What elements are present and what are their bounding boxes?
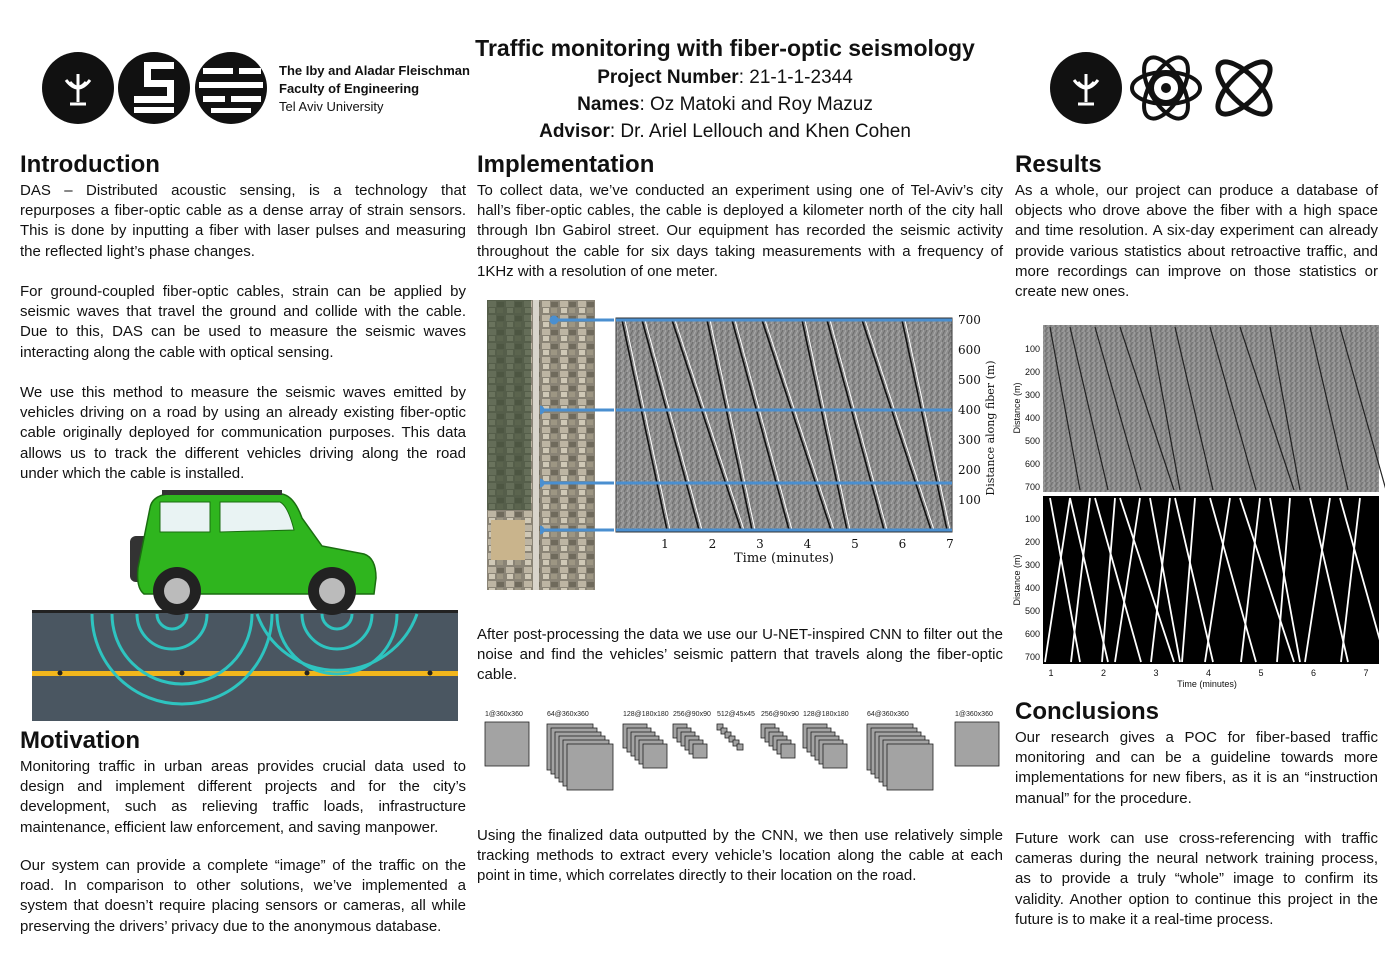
results-xtick: 6 — [1310, 668, 1317, 678]
results-ylabel-bottom: Distance (m) — [1012, 554, 1022, 606]
results-xlabel: Time (minutes) — [1177, 679, 1237, 689]
das-ylabel: Distance along fiber (m) — [984, 360, 997, 496]
cnn-feature-map — [737, 744, 743, 750]
implementation-p1: To collect data, we’ve conducted an experiment using one of Tel-Aviv’s city hall’s fiber-optic cables, the cable is deployed a kilometer north of the city hall through Ibn Gabirol street. Our equipment has recorded the seismic activity throughout the cable for six days taking measurements with a frequency of 1KHz with a resolution of one meter. — [477, 182, 1003, 280]
project-number — [440, 64, 1010, 91]
results-xtick: 1 — [1048, 668, 1054, 678]
tau-logo-right — [1050, 52, 1122, 124]
introduction-heading: Introduction — [20, 151, 160, 178]
das-xtick: 4 — [803, 537, 812, 551]
results-ytick-bottom: 400 — [1024, 583, 1040, 593]
conclusions-p1: Our research gives a POC for fiber-based traffic monitoring and can be a guideline towards more implementations for new fibers, as it is an “instruction manual” for the procedure. — [1015, 729, 1378, 807]
names-value: : Oz Matoki and Roy Mazuz — [639, 94, 873, 115]
results-xtick: 7 — [1363, 668, 1369, 678]
cnn-layer-label: 64@360x360 — [867, 711, 909, 718]
results-ytick-top: 100 — [1024, 344, 1040, 354]
results-xtick: 2 — [1100, 668, 1107, 678]
das-xlabel: Time (minutes) — [734, 551, 834, 566]
implementation-p3: Using the finalized data outputted by the CNN, we then use relatively simple tracking methods to extract every vehicle’s location along the cable at each point in time, which correlates directly to their location on the road. — [477, 827, 1003, 885]
cnn-feature-map — [693, 744, 707, 758]
das-ytick: 700 — [958, 313, 981, 327]
menorah-icon — [42, 52, 114, 124]
cnn-feature-map — [781, 744, 795, 758]
cnn-feature-map — [823, 744, 847, 768]
faculty-line3: Tel Aviv University — [279, 99, 384, 114]
project-value: : 21-1-1-2344 — [738, 67, 853, 88]
names-label: Names — [577, 94, 640, 115]
results-heading: Results — [1015, 151, 1102, 178]
advisor-label: Advisor — [539, 121, 610, 142]
motivation-p1: Monitoring traffic in urban areas provides crucial data used to design and implement different projects and for the city’s development, such as relieving traffic loads, infrastructure maintenance, efficient law enforcement, and saving manpower. — [20, 758, 466, 836]
cnn-feature-map — [887, 744, 933, 790]
implementation-p2: After post-processing the data we use our U-NET-inspired CNN to filter out the noise and find the vehicles’ seismic pattern that travels along the fiber-optic cable. — [477, 626, 1003, 684]
cnn-layer-label: 256@90x90 — [761, 711, 799, 718]
results-ytick-top: 200 — [1024, 367, 1040, 377]
engineering-logo — [118, 52, 190, 124]
das-ytick: 500 — [958, 373, 981, 387]
results-ytick-bottom: 600 — [1024, 629, 1040, 639]
engineering-logo-2 — [195, 52, 267, 124]
das-xtick: 2 — [708, 537, 717, 551]
advisor-value: : Dr. Ariel Lellouch and Khen Cohen — [609, 121, 911, 142]
poster-title: Traffic monitoring with fiber-optic seismology — [475, 35, 975, 61]
cnn-feature-map — [485, 722, 529, 766]
cnn-diagram — [477, 704, 1003, 814]
results-ylabel-top: Distance (m) — [1012, 382, 1022, 434]
cnn-feature-map — [955, 722, 999, 766]
cnn-layer-label: 64@360x360 — [547, 711, 589, 718]
das-xtick: 3 — [756, 537, 764, 551]
tau-logo-left — [42, 52, 114, 124]
faculty-line2: Faculty of Engineering — [279, 81, 420, 96]
menorah-icon — [1050, 52, 1122, 124]
das-xtick: 6 — [898, 537, 907, 551]
cnn-feature-map — [567, 744, 613, 790]
das-ytick: 100 — [958, 493, 981, 507]
results-ytick-bottom: 200 — [1024, 537, 1040, 547]
conclusions-heading: Conclusions — [1015, 698, 1160, 725]
car — [130, 490, 376, 615]
faculty-glyph-icon — [118, 52, 190, 124]
results-ytick-bottom: 700 — [1024, 652, 1040, 662]
motivation-p2: Our system can provide a complete “image” of the traffic on the road. In comparison to other solutions, we’ve implemented a system that doesn’t require placing sensors or cameras, all while preserving the drivers’ privacy due to the anonymous database. — [20, 857, 466, 935]
das-ytick: 400 — [958, 403, 981, 417]
das-plot — [612, 300, 1007, 575]
road-line — [32, 671, 458, 676]
cnn-feature-map — [643, 744, 667, 768]
results-ytick-top: 500 — [1024, 436, 1040, 446]
cnn-layer-label: 1@360x360 — [485, 711, 523, 718]
introduction-p1: DAS – Distributed acoustic sensing, is a technology that repurposes a fiber-optic cable as a dense array of strain sensors. This is done by inputting a fiber with laser pulses and measuring the reflected light’s phase changes. — [20, 182, 466, 260]
car-road-illustration — [32, 488, 458, 721]
das-ytick: 200 — [958, 463, 981, 477]
results-ytick-top: 700 — [1024, 482, 1040, 492]
results-ytick-top: 300 — [1024, 390, 1040, 400]
cnn-layer-label: 128@180x180 — [623, 711, 669, 718]
results-ytick-top: 400 — [1024, 413, 1040, 423]
das-xtick: 5 — [851, 537, 859, 551]
map-arrows — [540, 310, 620, 540]
project-label: Project Number — [597, 67, 739, 88]
results-ytick-bottom: 100 — [1024, 514, 1040, 524]
introduction-p2: For ground-coupled fiber-optic cables, strain can be applied by seismic waves that travel the ground and collide with the cable. Due to this, DAS can be used to measure the seismic waves interacting along the cable with optical sensing. — [20, 283, 466, 361]
das-xtick: 1 — [661, 537, 669, 551]
conclusions-p2: Future work can use cross-referencing with traffic cameras during the neural network training process, as to provide a truly “whole” image to confirm its validity. Another option to continue this project in the future is to make it a real-time process. — [1015, 830, 1378, 928]
gear-ring-logo-icon — [1128, 50, 1204, 126]
das-ytick: 300 — [958, 433, 981, 447]
implementation-heading: Implementation — [477, 151, 655, 178]
das-xtick: 7 — [946, 537, 954, 551]
cnn-layer-label: 1@360x360 — [955, 711, 993, 718]
cnn-layer-label: 512@45x45 — [717, 711, 755, 718]
results-p1: As a whole, our project can produce a database of objects who drove above the fiber with a high space and time resolution. A six-day experiment can already provide various statistics about retroactive traffic, and more recordings can improve on those statistics or create new ones. — [1015, 182, 1378, 301]
stripes-icon — [195, 52, 267, 124]
atom-logo-icon — [1206, 50, 1282, 126]
cnn-layer-label: 256@90x90 — [673, 711, 711, 718]
results-xtick: 4 — [1205, 668, 1212, 678]
das-ytick: 600 — [958, 343, 981, 357]
results-ytick-top: 600 — [1024, 459, 1040, 469]
introduction-p3: We use this method to measure the seismic waves emitted by vehicles driving on a road by using an already existing fiber-optic cable originally deployed for communication purposes. This data allows us to track the different vehicles driving along the road under which the cable is installed. — [20, 384, 466, 482]
names — [440, 91, 1010, 118]
results-figures — [1010, 322, 1385, 690]
results-ytick-bottom: 500 — [1024, 606, 1040, 616]
faculty-line1: The Iby and Aladar Fleischman — [279, 63, 470, 78]
ibn-gabirol-street — [533, 300, 539, 590]
advisor — [440, 118, 1010, 145]
motivation-heading: Motivation — [20, 727, 140, 754]
results-xtick: 3 — [1153, 668, 1159, 678]
cnn-layer-label: 128@180x180 — [803, 711, 849, 718]
results-ytick-bottom: 300 — [1024, 560, 1040, 570]
results-xtick: 5 — [1258, 668, 1264, 678]
poster-title-block — [440, 32, 1010, 145]
